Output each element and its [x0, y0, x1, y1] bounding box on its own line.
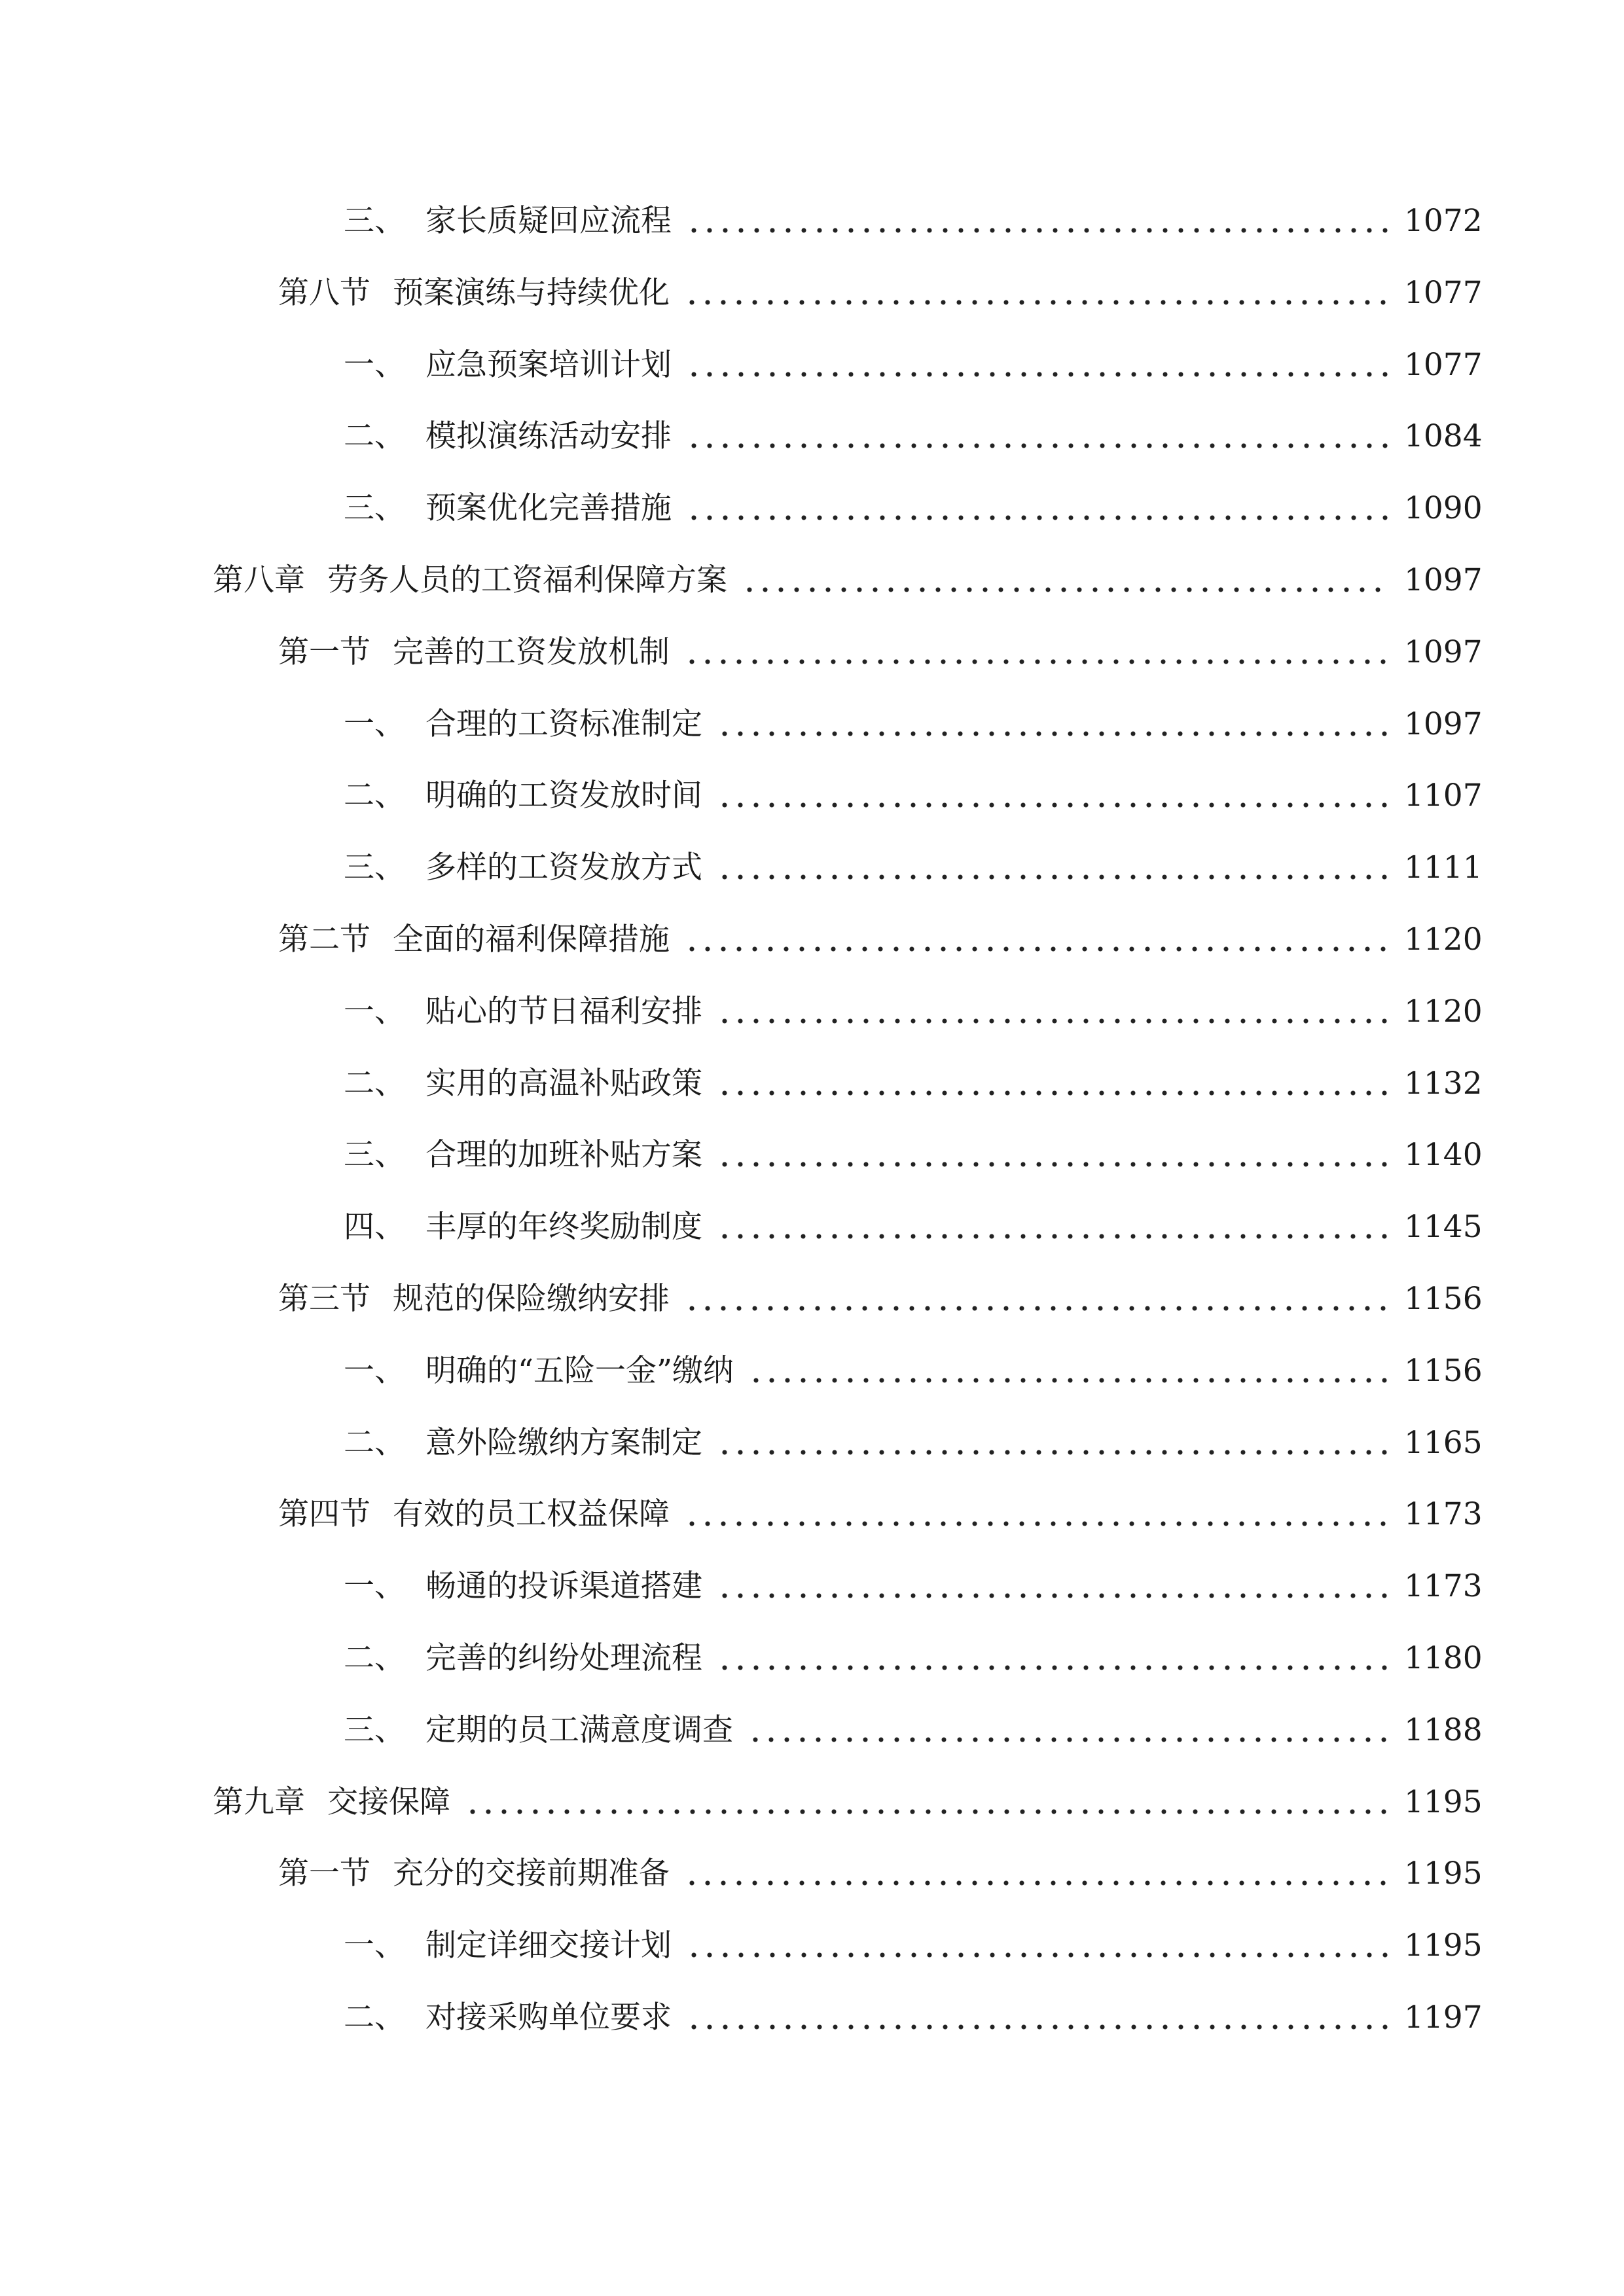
- toc-entry-number: 第九章: [213, 1784, 305, 1820]
- toc-entry-title: 预案演练与持续优化: [393, 275, 670, 311]
- toc-entry-section[interactable]: [278, 1272, 1483, 1319]
- toc-entry-number: 二、: [344, 418, 405, 454]
- toc-entry-page-number: 1084: [1404, 418, 1483, 454]
- toc-entry-number: 一、: [344, 347, 405, 383]
- dot-leader: [686, 1933, 1390, 1959]
- toc-entry-number: 一、: [344, 1353, 405, 1389]
- toc-entry-title: 模拟演练活动安排: [425, 418, 672, 454]
- toc-entry-page-number: 1077: [1404, 275, 1483, 311]
- toc-entry-page-number: 1197: [1404, 2000, 1483, 2036]
- toc-entry-number: 三、: [344, 1712, 405, 1748]
- toc-entry-page-number: 1072: [1404, 203, 1483, 239]
- dot-leader: [684, 1286, 1390, 1312]
- toc-entry-page-number: 1188: [1404, 1712, 1483, 1748]
- toc-entry-section[interactable]: [278, 625, 1483, 672]
- toc-entry-item[interactable]: [344, 1344, 1483, 1391]
- toc-entry-title: 完善的纠纷处理流程: [425, 1640, 702, 1676]
- toc-entry-section[interactable]: [278, 912, 1483, 960]
- toc-entry-title: 贴心的节日福利安排: [425, 994, 702, 1030]
- toc-entry-title: 应急预案培训计划: [425, 347, 672, 383]
- dot-leader: [686, 352, 1390, 378]
- toc-entry-section[interactable]: [278, 1846, 1483, 1893]
- toc-entry-item[interactable]: [344, 481, 1483, 528]
- dot-leader: [717, 711, 1390, 738]
- toc-entry-page-number: 1173: [1404, 1496, 1483, 1532]
- toc-entry-page-number: 1156: [1404, 1353, 1483, 1389]
- toc-entry-number: 二、: [344, 1425, 405, 1461]
- toc-entry-number: 第八节: [278, 275, 370, 311]
- toc-entry-page-number: 1097: [1404, 562, 1483, 598]
- toc-entry-number: 三、: [344, 490, 405, 526]
- dot-leader: [717, 855, 1390, 881]
- toc-entry-page-number: 1195: [1404, 1928, 1483, 1964]
- dot-leader: [686, 2005, 1390, 2031]
- toc-entry-title: 交接保障: [327, 1784, 450, 1820]
- toc-entry-number: 第四节: [278, 1496, 370, 1532]
- dot-leader: [717, 1573, 1390, 1600]
- toc-entry-chapter[interactable]: [213, 553, 1483, 600]
- toc-entry-title: 明确的工资发放时间: [425, 778, 702, 814]
- toc-entry-item[interactable]: [344, 768, 1483, 816]
- dot-leader: [717, 1071, 1390, 1097]
- toc-entry-item[interactable]: [344, 338, 1483, 385]
- toc-entry-title: 畅通的投诉渠道搭建: [425, 1568, 702, 1604]
- dot-leader: [684, 280, 1390, 306]
- toc-entry-number: 二、: [344, 1640, 405, 1676]
- toc-entry-section[interactable]: [278, 266, 1483, 313]
- toc-entry-chapter[interactable]: [213, 1775, 1483, 1822]
- dot-leader: [686, 423, 1390, 450]
- toc-entry-page-number: 1195: [1404, 1856, 1483, 1892]
- toc-entry-item[interactable]: [344, 194, 1483, 241]
- toc-entry-title: 意外险缴纳方案制定: [425, 1425, 702, 1461]
- toc-entry-item[interactable]: [344, 697, 1483, 744]
- toc-entry-number: 二、: [344, 1066, 405, 1102]
- toc-entry-number: 三、: [344, 850, 405, 886]
- toc-entry-number: 三、: [344, 203, 405, 239]
- dot-leader: [717, 1142, 1390, 1168]
- toc-entry-item[interactable]: [344, 409, 1483, 456]
- toc-entry-number: 二、: [344, 2000, 405, 2036]
- dot-leader: [686, 495, 1390, 522]
- toc-entry-title: 预案优化完善措施: [425, 490, 672, 526]
- toc-entry-item[interactable]: [344, 1918, 1483, 1965]
- dot-leader: [748, 1358, 1390, 1384]
- toc-entry-item[interactable]: [344, 1703, 1483, 1750]
- toc-entry-page-number: 1097: [1404, 706, 1483, 742]
- toc-entry-title: 合理的加班补贴方案: [425, 1137, 702, 1173]
- toc-entry-page-number: 1180: [1404, 1640, 1483, 1676]
- toc-entry-number: 二、: [344, 778, 405, 814]
- dot-leader: [748, 1717, 1390, 1744]
- toc-entry-page-number: 1097: [1404, 634, 1483, 670]
- toc-entry-page-number: 1077: [1404, 347, 1483, 383]
- dot-leader: [684, 927, 1390, 953]
- toc-entry-title: 合理的工资标准制定: [425, 706, 702, 742]
- toc-entry-item[interactable]: [344, 1416, 1483, 1463]
- toc-entry-number: 第二节: [278, 922, 370, 958]
- toc-entry-number: 第一节: [278, 634, 370, 670]
- dot-leader: [717, 999, 1390, 1025]
- toc-entry-number: 一、: [344, 1928, 405, 1964]
- toc-entry-page-number: 1132: [1404, 1066, 1483, 1102]
- dot-leader: [717, 1430, 1390, 1456]
- toc-entry-number: 一、: [344, 994, 405, 1030]
- dot-leader: [684, 639, 1390, 666]
- toc-entry-title: 实用的高温补贴政策: [425, 1066, 702, 1102]
- dot-leader: [684, 1501, 1390, 1528]
- dot-leader: [742, 567, 1390, 594]
- toc-entry-item[interactable]: [344, 1056, 1483, 1103]
- toc-entry-item[interactable]: [344, 1631, 1483, 1678]
- toc-entry-item[interactable]: [344, 1200, 1483, 1247]
- dot-leader: [686, 208, 1390, 234]
- toc-entry-number: 一、: [344, 1568, 405, 1604]
- dot-leader: [717, 1214, 1390, 1240]
- toc-entry-item[interactable]: [344, 1990, 1483, 2037]
- toc-entry-number: 第八章: [213, 562, 305, 598]
- dot-leader: [717, 1645, 1390, 1672]
- toc-entry-page-number: 1165: [1404, 1425, 1483, 1461]
- toc-entry-page-number: 1111: [1404, 850, 1483, 886]
- toc-entry-number: 三、: [344, 1137, 405, 1173]
- toc-entry-number: 四、: [344, 1209, 405, 1245]
- toc-entry-title: 明确的“五险一金”缴纳: [425, 1353, 734, 1389]
- toc-entry-page-number: 1145: [1404, 1209, 1483, 1245]
- toc-entry-page-number: 1173: [1404, 1568, 1483, 1604]
- toc-entry-title: 定期的员工满意度调查: [425, 1712, 733, 1748]
- dot-leader: [684, 1861, 1390, 1887]
- toc-entry-title: 充分的交接前期准备: [393, 1856, 670, 1892]
- toc-entry-title: 全面的福利保障措施: [393, 922, 670, 958]
- toc-entry-page-number: 1156: [1404, 1281, 1483, 1317]
- toc-entry-page-number: 1120: [1404, 994, 1483, 1030]
- toc-entry-number: 第三节: [278, 1281, 370, 1317]
- toc-entry-title: 家长质疑回应流程: [425, 203, 672, 239]
- toc-entry-page-number: 1140: [1404, 1137, 1483, 1173]
- toc-entry-page-number: 1107: [1404, 778, 1483, 814]
- toc-entry-item[interactable]: [344, 1128, 1483, 1175]
- toc-entry-page-number: 1120: [1404, 922, 1483, 958]
- toc-entry-title: 规范的保险缴纳安排: [393, 1281, 670, 1317]
- toc-entry-title: 制定详细交接计划: [425, 1928, 672, 1964]
- toc-entry-section[interactable]: [278, 1487, 1483, 1534]
- toc-entry-number: 第一节: [278, 1856, 370, 1892]
- toc-entry-title: 丰厚的年终奖励制度: [425, 1209, 702, 1245]
- toc-entry-item[interactable]: [344, 984, 1483, 1031]
- toc-entry-title: 多样的工资发放方式: [425, 850, 702, 886]
- toc-entry-item[interactable]: [344, 840, 1483, 888]
- toc-entry-page-number: 1195: [1404, 1784, 1483, 1820]
- toc-entry-number: 一、: [344, 706, 405, 742]
- dot-leader: [717, 783, 1390, 809]
- toc-entry-item[interactable]: [344, 1559, 1483, 1606]
- toc-entry-title: 有效的员工权益保障: [393, 1496, 670, 1532]
- toc-entry-title: 劳务人员的工资福利保障方案: [327, 562, 727, 598]
- dot-leader: [465, 1789, 1390, 1816]
- toc-entry-title: 完善的工资发放机制: [393, 634, 670, 670]
- toc-entry-title: 对接采购单位要求: [425, 2000, 672, 2036]
- toc-entry-page-number: 1090: [1404, 490, 1483, 526]
